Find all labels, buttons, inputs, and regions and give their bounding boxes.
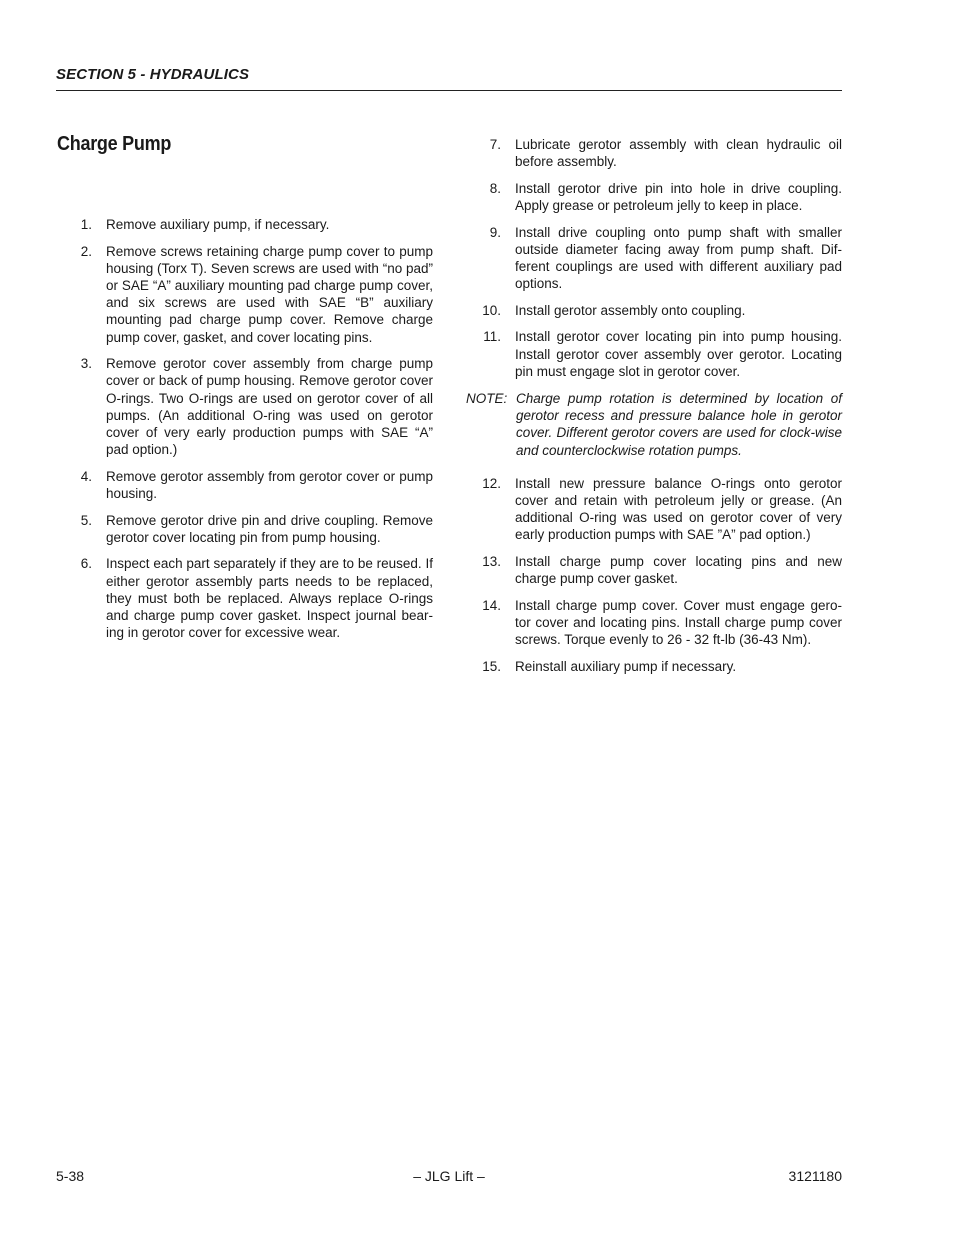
page-number: 5-38 xyxy=(56,1168,85,1184)
step-text: Install gerotor drive pin into hole in drive coupling. Apply grease or petroleum jelly to keep in place. xyxy=(515,180,842,213)
steps-list-left xyxy=(57,216,433,641)
step-number: 3. xyxy=(80,356,92,372)
section-heading: SECTION 5 - HYDRAULICS xyxy=(56,66,250,83)
list-item xyxy=(466,658,842,675)
list-item xyxy=(466,302,842,319)
steps-list-right-b xyxy=(466,475,842,675)
step-number: 1. xyxy=(80,217,92,232)
list-item xyxy=(57,555,433,641)
list-item xyxy=(466,136,842,170)
step-number: 4. xyxy=(80,468,92,484)
step-number: 7. xyxy=(489,137,501,152)
page-footer xyxy=(56,1168,842,1188)
steps-list-right-a xyxy=(466,136,842,380)
list-item xyxy=(466,597,842,649)
step-number: 11. xyxy=(483,329,501,345)
step-text: Reinstall auxiliary pump if necessary. xyxy=(515,658,737,674)
step-text: Install gerotor assembly onto coupling. xyxy=(515,302,746,318)
left-column xyxy=(57,216,433,651)
step-number: 10. xyxy=(482,302,501,318)
step-text: Install gerotor cover locating pin into pump housing. Install gerotor cover assembly over gerotor. Locating pin must engage slot in gerotor cover. xyxy=(515,329,842,379)
step-text: Install drive coupling onto pump shaft with smaller outside diameter facing away from pump shaft. Dif-ferent couplings are used with different auxiliary pad options. xyxy=(515,224,842,292)
step-number: 9. xyxy=(489,224,501,240)
step-text: Lubricate gerotor assembly with clean hydraulic oil before assembly. xyxy=(515,137,842,170)
step-text: Remove gerotor drive pin and drive coupling. Remove gerotor cover locating pin from pump housing. xyxy=(106,512,433,545)
list-item xyxy=(57,355,433,458)
list-item xyxy=(57,468,433,502)
step-number: 2. xyxy=(80,243,92,259)
list-item xyxy=(57,216,433,233)
step-number: 13. xyxy=(482,554,501,570)
step-number: 8. xyxy=(489,180,501,196)
list-item xyxy=(466,224,842,293)
step-text: Inspect each part separately if they are to be reused. If either gerotor assembly parts needs to be replaced, they must both be replaced. Always replace O-rings and charge pump cover gasket. Inspect journal bear-ing in gerotor cover for excessive wear. xyxy=(106,556,433,641)
step-text: Remove gerotor cover assembly from charge pump cover or back of pump housing. Remove gerotor cover O-rings. Two O-rings are used on gerotor cover of all pumps. (An additional O-ring was used on gerotor cover of very early production pumps with SAE “A” pad option.) xyxy=(106,356,433,458)
page-title: Charge Pump xyxy=(57,133,172,155)
list-item xyxy=(466,553,842,587)
note-text: Charge pump rotation is determined by location of gerotor recess and pressure balance hole in gerotor cover. Different gerotor covers are used for clock-wise and counterclockwise rotation pumps. xyxy=(516,391,842,458)
list-item xyxy=(466,180,842,214)
step-text: Remove screws retaining charge pump cover to pump housing (Torx T). Seven screws are used with “no pad” or SAE “A” auxiliary mounting pad charge pump cover, and six screws are used with SAE “B” auxiliary mounting pad charge pump cover. Remove charge pump cover, gasket, and cover locating pins. xyxy=(106,243,433,345)
note-block xyxy=(466,390,842,459)
document-number: 3121180 xyxy=(788,1168,842,1184)
step-number: 14. xyxy=(482,597,501,613)
footer-brand: – JLG Lift – xyxy=(413,1168,485,1184)
note-label: NOTE: xyxy=(466,391,508,406)
right-column xyxy=(466,136,842,684)
list-item xyxy=(466,475,842,544)
page-header xyxy=(56,66,842,91)
step-text: Remove auxiliary pump, if necessary. xyxy=(106,217,330,232)
step-number: 6. xyxy=(80,556,92,572)
step-text: Install charge pump cover locating pins and new charge pump cover gasket. xyxy=(515,554,842,587)
list-item xyxy=(57,512,433,546)
step-text: Install charge pump cover. Cover must engage gero-tor cover and locating pins. Install charge pump cover screws. Torque evenly to 26 - 32 ft-lb (36-43 Nm). xyxy=(515,597,842,648)
step-number: 15. xyxy=(482,658,501,674)
step-text: Remove gerotor assembly from gerotor cover or pump housing. xyxy=(106,468,433,502)
step-text: Install new pressure balance O-rings onto gerotor cover and retain with petroleum jelly or grease. (An additional O-ring was used on gerotor cover of very early production pumps with SAE ”A” pad option.) xyxy=(515,475,842,543)
list-item xyxy=(466,328,842,380)
step-number: 5. xyxy=(80,512,92,528)
step-number: 12. xyxy=(482,475,501,491)
list-item xyxy=(57,243,433,346)
